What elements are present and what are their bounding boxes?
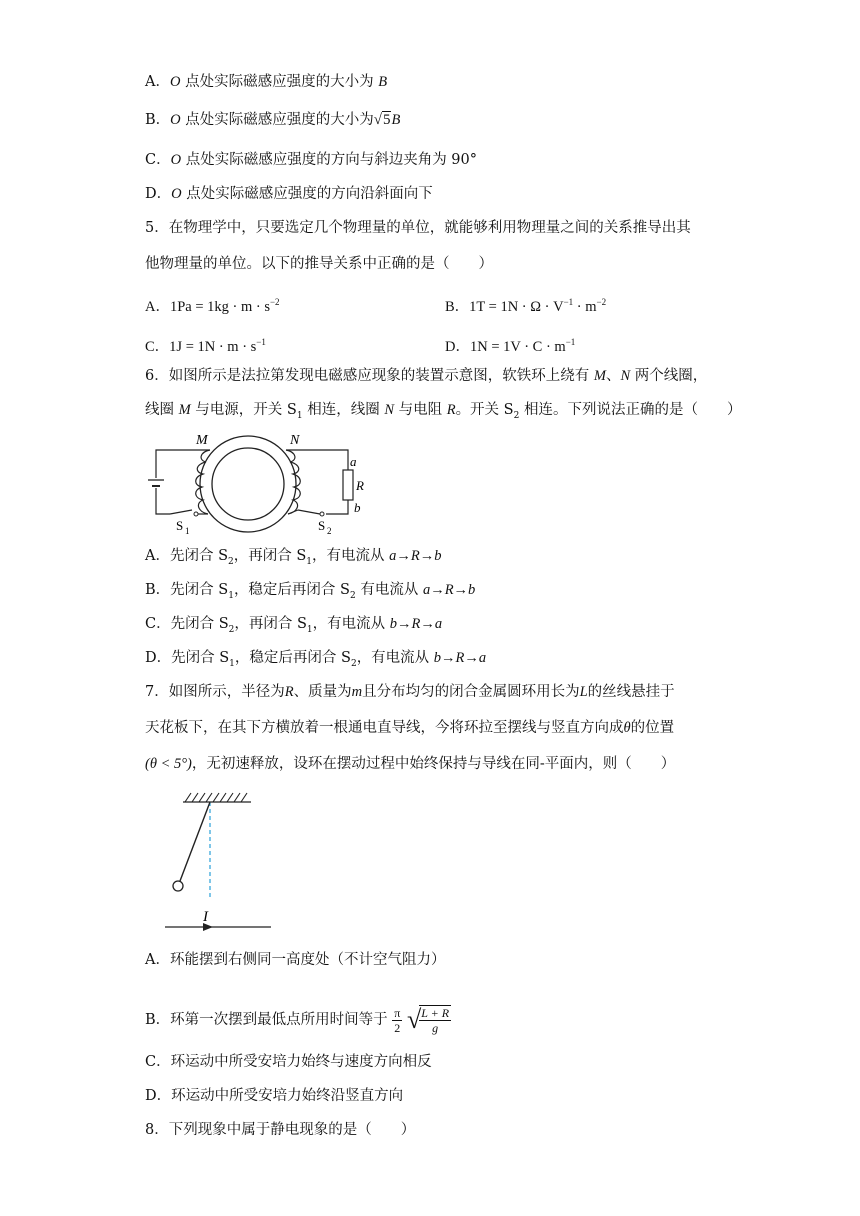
right-circuit-wire-top [286, 450, 348, 470]
label-s1: S [176, 518, 184, 533]
q4-option-d: D．O 点处实际磁感应强度的方向沿斜面向下 [145, 186, 433, 202]
q6-option-b: B．先闭合 $S_1$，稳定后再闭合 $S_2$ 有电流从 a→R→b [145, 582, 476, 601]
q6-option-a: A．先闭合 $S_2$，再闭合 $S_1$，有电流从 a→R→b [145, 548, 442, 567]
resistor-r [343, 470, 353, 500]
q6-option-c: C．先闭合 $S_2$，再闭合 $S_1$，有电流从 b→R→a [145, 616, 443, 635]
q7-option-b: B．环第一次摆到最低点所用时间等于 $\frac{\pi}{2}$ √ $\frac{L + R}{g}$ [145, 1005, 450, 1035]
q5-option-d: D．$1N = 1V \cdot C \cdot m^{-1}$ [445, 337, 576, 355]
q6-stem-line2: 线圈 M 与电源，开关 $S_1$ 相连，线圈 N 与电阻 R。开关 $S_2$ 相连。下列说法正确的是（ ） [145, 402, 742, 421]
right-circuit-wire-bottom [326, 500, 348, 514]
q4-option-c: C．O 点处实际磁感应强度的方向与斜边夹角为 90° [145, 152, 478, 168]
q6-faraday-ring-figure [148, 430, 368, 538]
q5-stem-line1: 5．在物理学中，只要选定几个物理量的单位，就能够利用物理量之间的关系推导出其 [145, 220, 691, 236]
q7-option-c: C．环运动中所受安培力始终与速度方向相反 [145, 1054, 432, 1070]
q5-option-a: A．$1Pa = 1kg \cdot m \cdot s^{-2}$ [145, 297, 280, 315]
q4-option-a: A．O 点处实际磁感应强度的大小为 B [145, 74, 388, 90]
q4-option-b: B．O 点处实际磁感应强度的大小为√5B [145, 112, 401, 128]
label-b: b [354, 500, 361, 515]
label-n: N [290, 433, 300, 448]
q7-pendulum-figure [165, 790, 285, 940]
coil-n [286, 450, 300, 514]
switch-s2-blade [298, 510, 320, 514]
label-a: a [350, 454, 357, 469]
switch-s2-wire [288, 510, 298, 514]
q5-option-b: B．$1T = 1N \cdot \Omega \cdot V^{-1} \cdot m^{-2}$ [445, 297, 607, 315]
q8-stem: 8．下列现象中属于静电现象的是（ ） [145, 1122, 416, 1138]
left-circuit-wire-bottom [156, 488, 170, 514]
ceiling-hatch [185, 793, 247, 802]
q7-option-a: A．环能摆到右侧同一高度处（不计空气阻力） [145, 952, 446, 968]
soft-iron-ring-inner [212, 448, 284, 520]
label-s2: S [318, 518, 326, 533]
switch-s2-contact [320, 512, 324, 516]
soft-iron-ring-outer [200, 436, 296, 532]
q5-stem-line2: 他物理量的单位。以下的推导关系中正确的是（ ） [145, 256, 493, 272]
q6-stem-line1: 6．如图所示是法拉第发现电磁感应现象的装置示意图，软铁环上绕有 M、N 两个线圈， [145, 368, 708, 384]
switch-s1-blade [170, 510, 192, 514]
q5-option-c: C．$1J = 1N \cdot m \cdot s^{-1}$ [145, 337, 266, 355]
sqrt-fraction: $\frac{L + R}{g}$ [421, 1006, 450, 1035]
label-s1-sub: 1 [185, 526, 190, 536]
q7-stem-line3: (θ < 5°)，无初速释放，设环在摆动过程中始终保持与导线在同-平面内，则（ ） [145, 756, 676, 772]
label-m: M [196, 433, 208, 448]
pendulum-string [180, 802, 210, 881]
label-i: I [203, 909, 208, 925]
label-s2-sub: 2 [327, 526, 332, 536]
q7-option-d: D．环运动中所受安培力始终沿竖直方向 [145, 1088, 404, 1104]
q7-stem-line1: 7．如图所示，半径为R、质量为m且分布均匀的闭合金属圆环用长为L的丝线悬挂于 [145, 684, 675, 700]
metal-ring [173, 881, 183, 891]
q7-stem-line2: 天花板下，在其下方横放着一根通电直导线，今将环拉至摆线与竖直方向成θ的位置 [145, 720, 675, 736]
label-r: R [356, 478, 364, 493]
pi-over-2-fraction: $\frac{\pi}{2}$ [394, 1005, 401, 1035]
q6-option-d: D．先闭合 $S_1$，稳定后再闭合 $S_2$，有电流从 b→R→a [145, 650, 487, 669]
coil-m [196, 450, 210, 514]
switch-s1-contact [194, 512, 198, 516]
